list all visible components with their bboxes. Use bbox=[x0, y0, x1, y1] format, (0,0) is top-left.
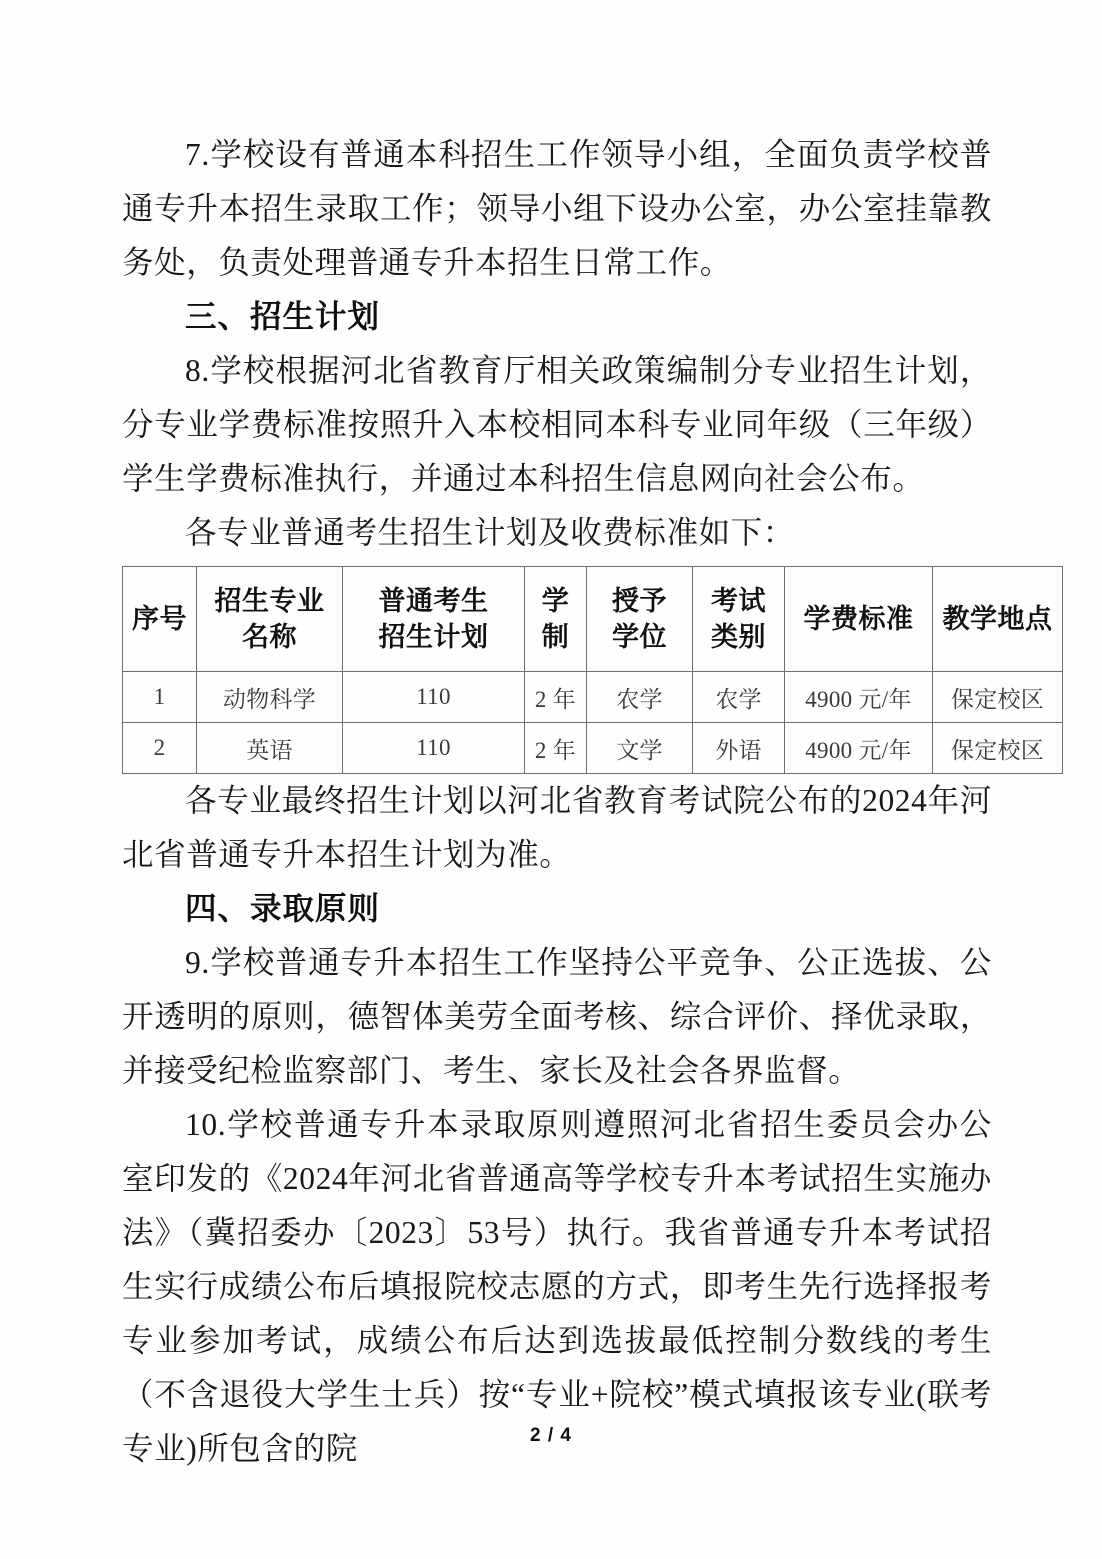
column-header-exam-category-line1: 考试 bbox=[711, 586, 766, 616]
column-header-study-length bbox=[525, 567, 587, 672]
paragraph-item-9: 9.学校普通专升本招生工作坚持公平竞争、公正选拔、公开透明的原则，德智体美劳全面考核、综合评价、择优录取，并接受纪检监察部门、考生、家长及社会各界监督。 bbox=[122, 945, 992, 1088]
cell-tuition-standard: 4900 元/年 bbox=[785, 672, 933, 723]
section-heading-three: 三、招生计划 bbox=[185, 299, 381, 334]
column-header-study-length-line1: 学 bbox=[541, 586, 570, 616]
cell-study-length: 2 年 bbox=[525, 672, 587, 723]
page-number-footer: 2 / 4 bbox=[530, 1425, 572, 1446]
column-header-enrollment-plan-line1: 普通考生 bbox=[378, 586, 489, 616]
column-header-major-name bbox=[197, 567, 343, 672]
cell-teaching-location: 保定校区 bbox=[933, 723, 1063, 774]
enrollment-plan-table bbox=[122, 566, 1063, 774]
table-header-row bbox=[123, 567, 1063, 672]
cell-serial-number: 2 bbox=[123, 723, 197, 774]
cell-tuition-standard: 4900 元/年 bbox=[785, 723, 933, 774]
cell-exam-category: 农学 bbox=[693, 672, 785, 723]
table-lead-in-text: 各专业普通考生招生计划及收费标准如下： bbox=[185, 515, 795, 550]
cell-major-name: 英语 bbox=[197, 723, 343, 774]
paragraph-item-10: 10.学校普通专升本录取原则遵照河北省招生委员会办公室印发的《2024年河北省普通高等学校专升本考试招生实施办法》（冀招委办〔2023〕53号）执行。我省普通专升本考试招生实行成绩公布后填报院校志愿的方式，即考生先行选择报考专业参加考试，成绩公布后达到选拔最低控制分数线的考生（不含退役大学生士兵）按“专业+院校”模式填报该专业(联考专业)所包含的院 bbox=[122, 1107, 992, 1466]
column-header-exam-category bbox=[693, 567, 785, 672]
cell-serial-number: 1 bbox=[123, 672, 197, 723]
section-heading-four: 四、录取原则 bbox=[185, 891, 381, 926]
cell-teaching-location: 保定校区 bbox=[933, 672, 1063, 723]
column-header-enrollment-plan bbox=[343, 567, 525, 672]
column-header-major-name-line1: 招生专业 bbox=[214, 586, 325, 616]
column-header-exam-category-line2: 类别 bbox=[711, 622, 766, 652]
column-header-degree-awarded-line1: 授予 bbox=[612, 586, 667, 616]
column-header-teaching-location: 教学地点 bbox=[933, 567, 1063, 672]
column-header-enrollment-plan-line2: 招生计划 bbox=[378, 622, 489, 652]
table-row bbox=[123, 672, 1063, 723]
column-header-serial-number: 序号 bbox=[123, 567, 197, 672]
cell-study-length: 2 年 bbox=[525, 723, 587, 774]
cell-degree-awarded: 文学 bbox=[587, 723, 693, 774]
column-header-tuition-standard: 学费标准 bbox=[785, 567, 933, 672]
column-header-major-name-line2: 名称 bbox=[242, 622, 297, 652]
column-header-degree-awarded bbox=[587, 567, 693, 672]
cell-enrollment-plan: 110 bbox=[343, 672, 525, 723]
cell-enrollment-plan: 110 bbox=[343, 723, 525, 774]
cell-degree-awarded: 农学 bbox=[587, 672, 693, 723]
paragraph-item-8: 8.学校根据河北省教育厅相关政策编制分专业招生计划，分专业学费标准按照升入本校相同本科专业同年级（三年级）学生学费标准执行，并通过本科招生信息网向社会公布。 bbox=[122, 353, 992, 496]
column-header-degree-awarded-line2: 学位 bbox=[612, 622, 667, 652]
paragraph-after-table: 各专业最终招生计划以河北省教育考试院公布的2024年河北省普通专升本招生计划为准。 bbox=[122, 783, 992, 872]
page-content bbox=[122, 128, 1053, 1476]
cell-major-name: 动物科学 bbox=[197, 672, 343, 723]
column-header-study-length-line2: 制 bbox=[541, 622, 570, 652]
table-row bbox=[123, 723, 1063, 774]
paragraph-item-7: 7.学校设有普通本科招生工作领导小组，全面负责学校普通专升本招生录取工作；领导小组下设办公室，办公室挂靠教务处，负责处理普通专升本招生日常工作。 bbox=[122, 137, 992, 280]
cell-exam-category: 外语 bbox=[693, 723, 785, 774]
